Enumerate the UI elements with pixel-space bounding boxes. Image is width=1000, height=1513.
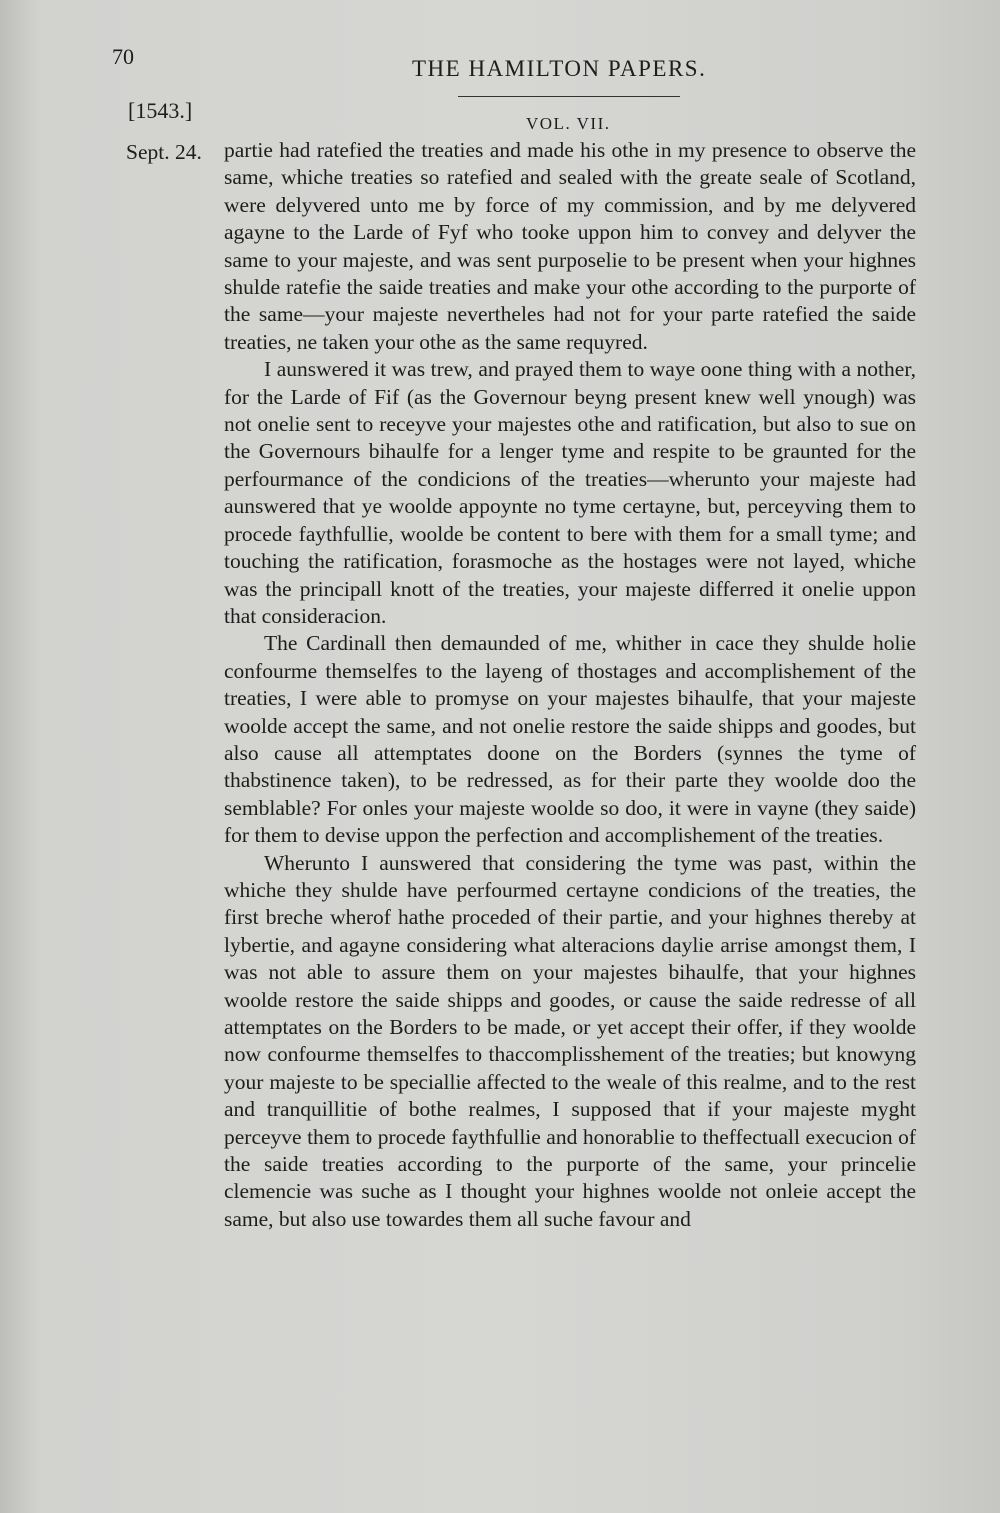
paragraph-4: Wherunto I aunswered that considering the tyme was past, within the whiche they shulde have perfourmed certayne condicions of the treaties, the first breche wherof hathe proceded of their partie, and your highnes thereby at lybertie, and agayne considering what alteracions daylie arrise amongst them, I was not able to assure them on your majestes bihaulfe, that your highnes woolde restore the saide shipps and goodes, or cause the saide redresse of all attemptates on the Borders to be made, or yet accept their offer, if they woolde now confourme themselfes to thaccomplisshement of the treaties; but knowyng your majeste to be speciallie affected to the weale of this realme, and to the rest and tranquillitie of bothe realmes, I supposed that if your majeste myght perceyve them to procede faythfullie and honorablie to theffectuall execucion of the saide treaties according to the purporte of the same, your princelie clemencie was suche as I thought your highnes woolde not onleie accept the same, but also use towardes them all suche favour and xyxy=(224,850,916,1231)
letter-body xyxy=(224,137,916,1233)
paragraph-1: partie had ratefied the treaties and made his othe in my presence to observe the same, whiche treaties so ratefied and sealed with the greate seale of Scotland, were delyvered unto me by force of my commission, and by me delyvered agayne to the Larde of Fyf who tooke uppon him to convey and delyver the same to your majeste, and was sent purposelie to be present when your highnes shulde ratefie the saide treaties and make your othe according to the purporte of the same—your majeste nevertheles had not for your parte ratefied the saide treaties, ne taken your othe as the same requyred. xyxy=(224,138,916,354)
running-title: THE HAMILTON PAPERS. xyxy=(412,56,707,81)
header-rule xyxy=(458,96,680,97)
margin-date: Sept. 24. xyxy=(126,140,202,164)
paragraph-2: I aunswered it was trew, and prayed them to waye oone thing with a nother, for the Larde of Fif (as the Governour beyng present knew well ynough) was not onelie sent to receyve your majestes othe and ratification, but also to sue on the Governours bihaulfe for a lenger tyme and respite to be graunted for the perfourmance of the condicions of the treaties—wherunto your majeste had aunswered that ye woolde appoynte no tyme certayne, but, perceyving them to procede faythfullie, woolde be content to bere with them for a small tyme; and touching the ratification, forasmoche as the hostages were not layed, whiche was the principall knott of the treaties, your majeste differred it onelie uppon that consideracion. xyxy=(224,357,916,628)
page-number: 70 xyxy=(112,44,134,69)
paragraph-3: The Cardinall then demaunded of me, whither in cace they shulde holie confourme themselfes to the layeng of thostages and accomplishement of the treaties, I were able to promyse on your majestes bihaulfe, that your majeste woolde accept the same, and not onelie restore the saide shipps and goodes, but also cause all attemptates doone on the Borders (synnes the tyme of thabstinence taken), to be redressed, as for their parte they woolde doo the semblable? For onles your majeste woolde so doo, it were in vayne (they saide) for them to devise uppon the perfection and accomplishement of the treaties. xyxy=(224,631,916,848)
volume-label: VOL. VII. xyxy=(526,114,611,133)
year-marker: [1543.] xyxy=(128,98,193,123)
